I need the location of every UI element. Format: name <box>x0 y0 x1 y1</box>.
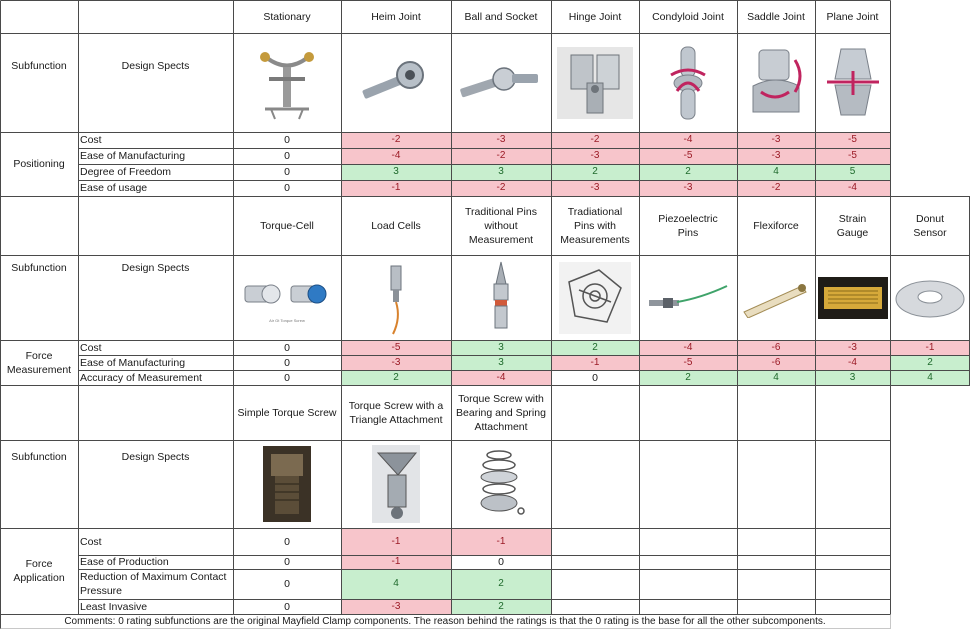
s1-rating-cell: 0 <box>284 182 290 194</box>
s2-column-header: Piezoelectric Pins <box>658 212 718 239</box>
s2-row-label: Cost <box>80 341 102 354</box>
s1-subfunction-label: Subfunction <box>11 60 67 72</box>
load-cell-icon <box>341 255 451 340</box>
s1-rating-cell: -3 <box>737 132 815 148</box>
s3-row-label: Reduction of Maximum Contact Pressure <box>80 571 227 597</box>
s1-rating-cell: -3 <box>639 180 737 196</box>
s2-rating-cell: 3 <box>451 355 551 370</box>
s2-rating-cell: 3 <box>815 370 890 385</box>
s2-row-label: Accuracy of Measurement <box>80 371 202 384</box>
s2-rating-cell: 2 <box>551 340 639 355</box>
s1-row-label: Ease of Manufacturing <box>80 150 186 162</box>
s3-column-header: Torque Screw with a Triangle Attachment <box>348 399 444 426</box>
s2-rating-cell: -4 <box>451 370 551 385</box>
s3-row-label: Cost <box>80 535 102 548</box>
hinge-joint-icon <box>551 33 639 132</box>
condyloid-joint-icon <box>639 33 737 132</box>
s1-rating-cell: 0 <box>284 134 290 146</box>
s1-rating-cell: -2 <box>451 148 551 164</box>
s1-column-header: Ball and Socket <box>464 10 538 23</box>
s1-rating-cell: 3 <box>341 164 451 180</box>
s1-row-label: Degree of Freedom <box>80 166 172 178</box>
ball-socket-icon <box>451 33 551 132</box>
s1-column-header: Heim Joint <box>371 10 421 23</box>
bearing-spring-torque-screw-icon <box>451 440 551 528</box>
s2-rating-cell: -5 <box>639 355 737 370</box>
s1-column-header: Stationary <box>263 10 311 23</box>
s2-column-header: Tradiational Pins with Measurements <box>560 205 630 246</box>
torque-cell-icon <box>233 255 341 340</box>
stationary-clamp-icon <box>233 33 341 132</box>
s2-column-header: Load Cells <box>371 219 421 232</box>
s1-rating-cell: -3 <box>551 180 639 196</box>
s3-rating-cell: 0 <box>284 556 290 568</box>
s2-rating-cell: -3 <box>341 355 451 370</box>
s3-subfunction-label: Subfunction <box>11 450 67 463</box>
s1-rating-cell: -5 <box>639 148 737 164</box>
s1-column-header: Condyloid Joint <box>652 10 724 23</box>
s2-group-label-force-measurement: Force Measurement <box>6 349 72 376</box>
s2-rating-cell: 2 <box>639 370 737 385</box>
s1-rating-cell: -4 <box>639 132 737 148</box>
s3-rating-cell: -1 <box>451 528 551 555</box>
s3-rating-cell: 2 <box>451 599 551 614</box>
s1-rating-cell: -1 <box>341 180 451 196</box>
s3-rating-cell: 0 <box>498 556 504 568</box>
s1-rating-cell: 0 <box>284 166 290 178</box>
s2-rating-cell: 0 <box>284 371 290 384</box>
s1-group-label-positioning: Positioning <box>13 158 65 170</box>
s1-column-header: Saddle Joint <box>747 10 805 23</box>
s1-rating-cell: 0 <box>284 150 290 162</box>
s3-rating-cell: -3 <box>341 599 451 614</box>
s1-rating-cell: -3 <box>737 148 815 164</box>
s2-rating-cell: -1 <box>890 340 970 355</box>
flexiforce-sensor-icon <box>737 255 815 340</box>
s2-rating-cell: 0 <box>284 356 290 369</box>
s2-rating-cell: 4 <box>737 370 815 385</box>
s2-column-header: Strain Gauge <box>836 212 869 239</box>
s3-rating-cell: -1 <box>341 528 451 555</box>
piezoelectric-pin-icon <box>639 255 737 340</box>
s1-rating-cell: -5 <box>815 148 890 164</box>
s2-rating-cell: -1 <box>551 355 639 370</box>
pin-measurement-icon <box>551 255 639 340</box>
s2-rating-cell: -4 <box>815 355 890 370</box>
s2-rating-cell: -4 <box>639 340 737 355</box>
s2-column-header: Traditional Pins without Measurement <box>465 205 537 246</box>
torque-screw-caption: Air Gt Torque Screw <box>269 317 305 323</box>
s1-rating-cell: -2 <box>551 132 639 148</box>
s1-rating-cell: 2 <box>639 164 737 180</box>
s1-rating-cell: -3 <box>451 132 551 148</box>
s3-rating-cell: 2 <box>451 569 551 599</box>
s1-rating-cell: -4 <box>815 180 890 196</box>
s1-rating-cell: -2 <box>341 132 451 148</box>
s1-design-specs-label: Design Spects <box>121 60 190 72</box>
s2-rating-cell: 2 <box>341 370 451 385</box>
s1-row-label: Ease of usage <box>80 182 148 194</box>
s1-row-label: Cost <box>80 134 102 146</box>
s1-rating-cell: -2 <box>451 180 551 196</box>
s1-rating-cell: 4 <box>737 164 815 180</box>
s1-rating-cell: -3 <box>551 148 639 164</box>
s1-rating-cell: -2 <box>737 180 815 196</box>
s2-rating-cell: 3 <box>451 340 551 355</box>
s3-row-label: Ease of Production <box>80 556 169 568</box>
strain-gauge-icon <box>815 255 890 340</box>
s2-rating-cell: 4 <box>890 370 970 385</box>
s1-rating-cell: 5 <box>815 164 890 180</box>
s2-rating-cell: 0 <box>284 341 290 354</box>
plane-joint-icon <box>815 33 890 132</box>
s2-subfunction-label: Subfunction <box>11 262 67 274</box>
s3-rating-cell: 0 <box>284 535 290 548</box>
s3-rating-cell: 4 <box>341 569 451 599</box>
s3-row-label: Least Invasive <box>80 600 148 613</box>
s1-rating-cell: -4 <box>341 148 451 164</box>
s3-column-header: Torque Screw with Bearing and Spring Attachment <box>456 392 546 433</box>
s2-rating-cell: 0 <box>592 371 598 384</box>
s3-rating-cell: -1 <box>341 555 451 569</box>
s2-rating-cell: 2 <box>890 355 970 370</box>
s3-column-header: Simple Torque Screw <box>237 406 337 419</box>
s2-column-header: Donut Sensor <box>913 212 947 239</box>
s1-rating-cell: 3 <box>451 164 551 180</box>
triangle-torque-screw-icon <box>341 440 451 528</box>
s3-group-label-force-application: Force Application <box>13 558 65 584</box>
s1-rating-cell: -5 <box>815 132 890 148</box>
s2-row-label: Ease of Manufacturing <box>80 356 186 369</box>
simple-torque-screw-icon <box>233 440 341 528</box>
traditional-pin-icon <box>451 255 551 340</box>
s2-column-header: Torque-Cell <box>260 219 314 232</box>
s2-rating-cell: -3 <box>815 340 890 355</box>
s2-column-header: Flexiforce <box>753 219 799 232</box>
s2-rating-cell: -6 <box>737 355 815 370</box>
s3-design-specs-label: Design Spects <box>121 450 190 463</box>
s3-rating-cell: 0 <box>284 600 290 613</box>
heim-joint-icon <box>341 33 451 132</box>
saddle-joint-icon <box>737 33 815 132</box>
s1-column-header: Hinge Joint <box>568 10 622 23</box>
s2-rating-cell: -6 <box>737 340 815 355</box>
s1-column-header: Plane Joint <box>826 10 879 23</box>
s3-rating-cell: 0 <box>284 578 290 590</box>
s2-design-specs-label: Design Spects <box>121 262 190 274</box>
donut-sensor-icon <box>890 255 970 340</box>
s2-rating-cell: -5 <box>341 340 451 355</box>
s1-rating-cell: 2 <box>551 164 639 180</box>
comments-footer: Comments: 0 rating subfunctions are the original Mayfield Clamp components. The reason behind the ratings is that the 0 rating is the base for all the other subcomponents. <box>64 615 826 627</box>
